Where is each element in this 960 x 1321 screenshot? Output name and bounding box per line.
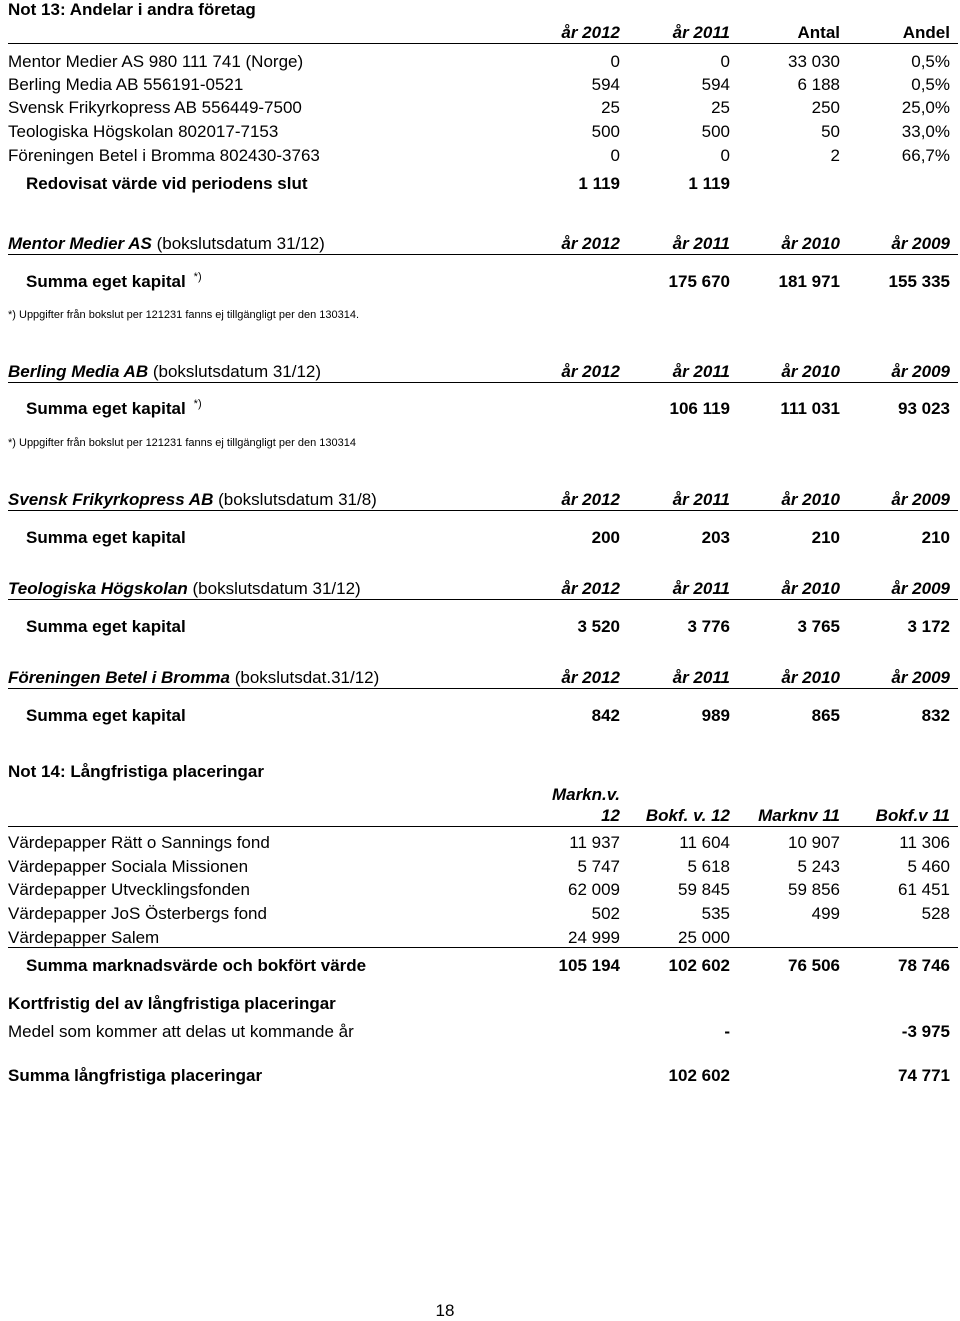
not14-row-label: Värdepapper Rätt o Sannings fond xyxy=(8,833,270,852)
not14-row-value: 25 000 xyxy=(678,928,730,947)
company-header xyxy=(8,490,377,510)
not13-row-value: 25 xyxy=(601,98,620,117)
not14-header-2: Bokf. v. 12 xyxy=(645,806,730,825)
not13-row-value: 2 xyxy=(830,146,840,165)
not13-row-value: 594 xyxy=(591,75,620,94)
not13-header-rule xyxy=(8,43,958,44)
not14-header-1-line2: 12 xyxy=(601,806,620,825)
company-row xyxy=(26,399,202,421)
company-year-header: år 2011 xyxy=(672,579,730,598)
grand-total-value: 74 771 xyxy=(898,1066,950,1085)
not14-row-value: 499 xyxy=(811,904,840,923)
not14-row-value: 5 243 xyxy=(797,857,840,876)
company-header xyxy=(8,668,379,688)
company-header-rule xyxy=(8,688,958,689)
not13-row-value: 0 xyxy=(610,52,620,71)
company-year-header: år 2012 xyxy=(561,490,620,509)
company-year-header: år 2009 xyxy=(891,362,950,381)
company-value: 832 xyxy=(921,706,950,725)
not13-header-4: Andel xyxy=(902,23,950,42)
company-year-header: år 2010 xyxy=(781,490,840,509)
company-name: Berling Media AB xyxy=(8,362,149,381)
company-header-rule xyxy=(8,510,958,511)
not14-total-value: 76 506 xyxy=(788,956,840,975)
grand-total-value: 102 602 xyxy=(668,1066,730,1085)
company-year-header: år 2009 xyxy=(891,490,950,509)
not13-row-value: 66,7% xyxy=(901,146,950,165)
company-value: 842 xyxy=(591,706,620,725)
not14-header-4: Bokf.v 11 xyxy=(875,806,950,825)
not13-row-label: Svensk Frikyrkopress AB 556449-7500 xyxy=(8,98,302,117)
footnote-marker: *) xyxy=(193,271,202,283)
company-value: 155 335 xyxy=(888,272,950,291)
not14-title: Not 14: Långfristiga placeringar xyxy=(8,762,264,781)
company-row-label: Summa eget kapital xyxy=(26,272,186,291)
company-row-label: Summa eget kapital xyxy=(26,528,186,547)
company-sub: (bokslutsdatum 31/12) xyxy=(148,362,322,381)
not14-row-label: Värdepapper Utvecklingsfonden xyxy=(8,880,250,899)
not13-row-value: 0 xyxy=(720,52,730,71)
company-year-header: år 2010 xyxy=(781,579,840,598)
company-year-header: år 2009 xyxy=(891,234,950,253)
company-year-header: år 2010 xyxy=(781,362,840,381)
not13-row-value: 0,5% xyxy=(911,52,950,71)
company-row-label: Summa eget kapital xyxy=(26,706,186,725)
not14-row-value: 11 604 xyxy=(679,833,730,852)
company-name: Teologiska Högskolan xyxy=(8,579,188,598)
company-header xyxy=(8,579,361,599)
company-year-header: år 2011 xyxy=(672,490,730,509)
not13-row-value: 250 xyxy=(811,98,840,117)
company-header-rule xyxy=(8,254,958,255)
short-term-value: - xyxy=(724,1022,730,1041)
company-value: 175 670 xyxy=(668,272,730,291)
not14-row-value: 535 xyxy=(701,904,730,923)
company-value: 106 119 xyxy=(669,399,730,418)
not14-row-value: 5 618 xyxy=(687,857,730,876)
company-value: 3 776 xyxy=(687,617,730,636)
company-value: 3 520 xyxy=(577,617,620,636)
not13-row-value: 6 188 xyxy=(797,75,840,94)
company-value: 210 xyxy=(811,528,840,547)
not14-row-value: 10 907 xyxy=(788,833,840,852)
company-year-header: år 2010 xyxy=(781,668,840,687)
company-year-header: år 2012 xyxy=(561,668,620,687)
not13-row-value: 0,5% xyxy=(911,75,950,94)
company-name: Föreningen Betel i Bromma xyxy=(8,668,230,687)
not13-header-3: Antal xyxy=(797,23,840,42)
company-value: 989 xyxy=(701,706,730,725)
not14-row-value: 528 xyxy=(921,904,950,923)
not13-row-value: 0 xyxy=(610,146,620,165)
not14-row-value: 62 009 xyxy=(568,880,620,899)
not14-total-value: 105 194 xyxy=(558,956,620,975)
not13-row-value: 500 xyxy=(591,122,620,141)
not14-row-value: 59 856 xyxy=(788,880,840,899)
not13-row-value: 0 xyxy=(720,146,730,165)
not14-row-label: Värdepapper JoS Österbergs fond xyxy=(8,904,267,923)
not13-row-value: 25 xyxy=(711,98,730,117)
company-year-header: år 2011 xyxy=(672,234,730,253)
company-year-header: år 2009 xyxy=(891,668,950,687)
company-year-header: år 2009 xyxy=(891,579,950,598)
not13-total-value: 1 119 xyxy=(688,174,730,193)
company-value: 3 172 xyxy=(907,617,950,636)
company-name: Svensk Frikyrkopress AB xyxy=(8,490,214,509)
company-year-header: år 2012 xyxy=(561,234,620,253)
company-header xyxy=(8,234,325,254)
company-value: 865 xyxy=(811,706,840,725)
not13-row-value: 33 030 xyxy=(788,52,840,71)
not14-header-rule xyxy=(8,826,958,827)
not14-header-3: Marknv 11 xyxy=(758,806,840,825)
company-value: 200 xyxy=(591,528,620,547)
company-year-header: år 2011 xyxy=(672,362,730,381)
company-row-label: Summa eget kapital xyxy=(26,617,186,636)
short-term-value: -3 975 xyxy=(901,1022,950,1041)
not14-row-label: Värdepapper Salem xyxy=(8,928,160,947)
not14-header-1-line1: Markn.v. xyxy=(551,785,620,804)
grand-total-label: Summa långfristiga placeringar xyxy=(8,1066,263,1085)
company-sub: (bokslutsdatum 31/12) xyxy=(151,234,325,253)
not13-header-1: år 2012 xyxy=(561,23,620,42)
company-name: Mentor Medier AS xyxy=(8,234,152,253)
not14-row-value: 11 937 xyxy=(569,833,620,852)
not13-total-label: Redovisat värde vid periodens slut xyxy=(26,174,308,193)
not13-header-2: år 2011 xyxy=(672,23,730,42)
not13-row-value: 25,0% xyxy=(901,98,950,117)
short-term-row-label: Medel som kommer att delas ut kommande år xyxy=(8,1022,354,1041)
company-value: 111 031 xyxy=(780,399,840,418)
not14-row-value: 61 451 xyxy=(898,880,950,899)
not14-total-value: 102 602 xyxy=(668,956,730,975)
company-value: 3 765 xyxy=(797,617,840,636)
not14-body-rule xyxy=(8,947,958,948)
not13-row-label: Teologiska Högskolan 802017-7153 xyxy=(8,122,279,141)
not14-total-label: Summa marknadsvärde och bokfört värde xyxy=(26,956,367,975)
not14-row-value: 5 460 xyxy=(907,857,950,876)
company-value: 203 xyxy=(701,528,730,547)
company-row-label: Summa eget kapital xyxy=(26,399,186,418)
short-term-title: Kortfristig del av långfristiga placeringar xyxy=(8,994,336,1013)
company-sub: (bokslutsdatum 31/8) xyxy=(213,490,377,509)
company-sub: (bokslutsdat.31/12) xyxy=(229,668,380,687)
not13-title: Not 13: Andelar i andra företag xyxy=(8,0,256,19)
not13-row-label: Berling Media AB 556191-0521 xyxy=(8,75,244,94)
not13-row-value: 500 xyxy=(701,122,730,141)
company-year-header: år 2010 xyxy=(781,234,840,253)
not14-row-value: 502 xyxy=(591,904,620,923)
footnote-marker: *) xyxy=(193,398,202,410)
company-header xyxy=(8,362,321,382)
company-value: 93 023 xyxy=(898,399,950,418)
company-year-header: år 2012 xyxy=(561,579,620,598)
not14-row-value: 5 747 xyxy=(577,857,620,876)
company-footnote: *) Uppgifter från bokslut per 121231 fanns ej tillgängligt per den 130314. xyxy=(8,309,360,321)
not13-row-label: Föreningen Betel i Bromma 802430-3763 xyxy=(8,146,320,165)
not13-row-value: 50 xyxy=(821,122,840,141)
not14-row-label: Värdepapper Sociala Missionen xyxy=(8,857,249,876)
not13-row-value: 594 xyxy=(701,75,730,94)
not14-row-value: 24 999 xyxy=(568,928,620,947)
company-footnote: *) Uppgifter från bokslut per 121231 fanns ej tillgängligt per den 130314 xyxy=(8,437,356,449)
not13-row-value: 33,0% xyxy=(901,122,950,141)
page-number: 18 xyxy=(435,1301,455,1320)
not14-row-value: 59 845 xyxy=(678,880,730,899)
company-sub: (bokslutsdatum 31/12) xyxy=(187,579,361,598)
company-year-header: år 2012 xyxy=(561,362,620,381)
company-value: 210 xyxy=(921,528,950,547)
not13-row-label: Mentor Medier AS 980 111 741 (Norge) xyxy=(8,52,304,71)
company-row xyxy=(26,272,202,294)
company-header-rule xyxy=(8,382,958,383)
company-year-header: år 2011 xyxy=(672,668,730,687)
not14-row-value: 11 306 xyxy=(899,833,950,852)
company-value: 181 971 xyxy=(778,272,840,291)
not13-total-value: 1 119 xyxy=(578,174,620,193)
company-header-rule xyxy=(8,599,958,600)
not14-total-value: 78 746 xyxy=(898,956,950,975)
